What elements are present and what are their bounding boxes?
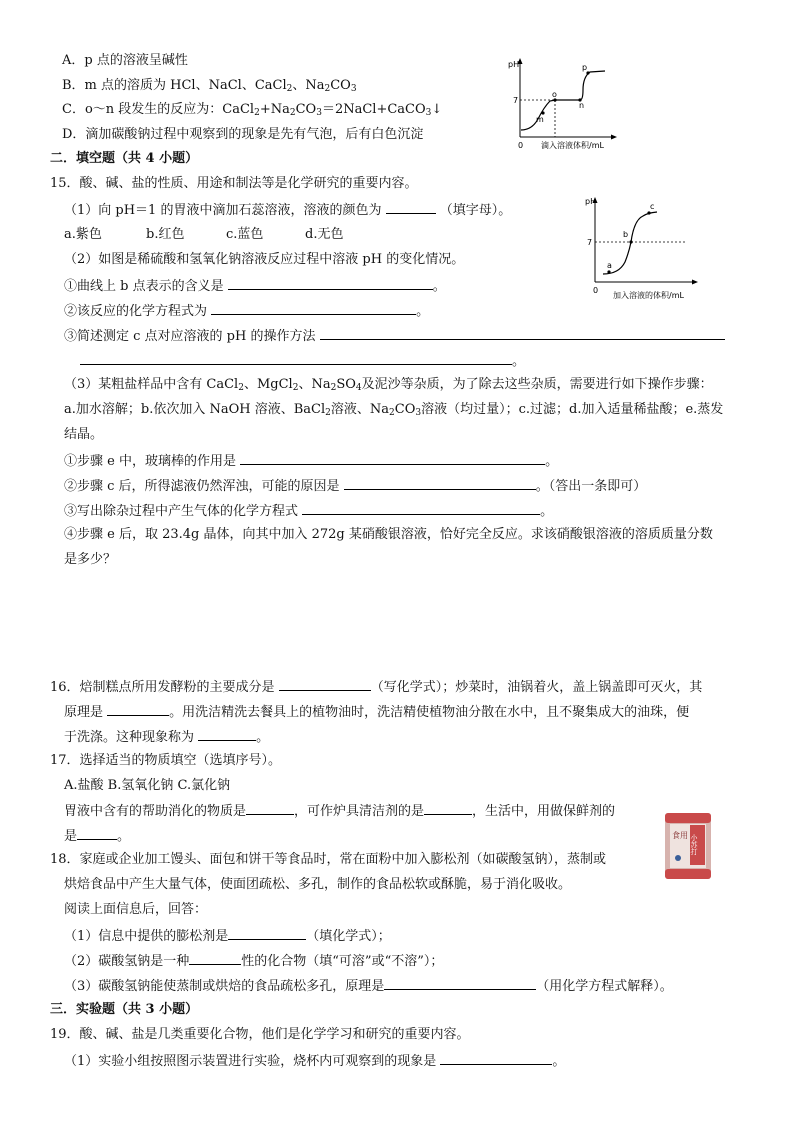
- q15-choice-b: b.红色: [146, 227, 185, 242]
- q15-stem: 15．酸、碱、盐的性质、用途和制法等是化学研究的重要内容。: [50, 176, 418, 191]
- q15-choice-d: d.无色: [305, 227, 344, 242]
- q18-q1: （1）信息中提供的膨松剂是 （填化学式）；: [64, 926, 391, 946]
- q18-q3: （3）碳酸氢钠能使蒸制或烘焙的食品疏松多孔，原理是 （用化学方程式解释）。: [64, 976, 673, 996]
- q14-option-b: B．m 点的溶质为 HCl、NaCl、CaCl$_2$、$Na_2CO_3$: [62, 78, 357, 94]
- q14-point-m: m: [536, 115, 544, 124]
- q16-line-2: 原理是 。用洗洁精洗去餐具上的植物油时，洗洁精使植物油分散在水中，且不聚集成大的油珠，便: [64, 702, 689, 722]
- q14-ph-graph: [500, 55, 620, 155]
- q14-point-p: p: [582, 63, 588, 72]
- q15-x-label: 加入溶液的体积/mL: [613, 291, 684, 300]
- q15-seven-label: 7: [587, 238, 593, 247]
- q14-x-label: 滴入溶液体积/mL: [541, 141, 604, 150]
- q15-part1: （1）向 pH＝1 的胃液中滴加石蕊溶液，溶液的颜色为 （填字母）。: [64, 200, 511, 220]
- q15-part3-steps-end: 结晶。: [64, 427, 104, 442]
- q15-part2-q3-line2: 。: [80, 351, 525, 371]
- q15-part2: （2）如图是稀硫酸和氢氧化钠溶液反应过程中溶液 pH 的变化情况。: [64, 252, 465, 267]
- q19-line-1: 19．酸、碱、盐是几类重要化合物，他们是化学学习和研究的重要内容。: [50, 1027, 470, 1042]
- q15-part3: （3）某粗盐样品中含有 CaCl$_2$、MgCl$_2$、$Na_2SO_4$及泥沙等杂质，为了除去这些杂质，需要进行如下操作步骤：: [64, 377, 713, 393]
- q15-step-2: ②步骤 c 后，所得滤液仍然浑浊，可能的原因是 。（答出一条即可）: [64, 476, 646, 496]
- q15-ph-graph: [583, 192, 703, 302]
- q14-y-label: pH: [508, 60, 520, 69]
- q15-part2-q3: ③简述测定 c 点对应溶液的 pH 的操作方法: [64, 326, 725, 346]
- q15-step-1: ①步骤 e 中，玻璃棒的作用是 。: [64, 451, 558, 471]
- q15-step-3: ③写出除杂过程中产生气体的化学方程式 。: [64, 501, 553, 521]
- q17-line-1: 17．选择适当的物质填空（选填序号）。: [50, 753, 282, 768]
- q14-point-o: o: [552, 90, 557, 99]
- section-2-title: 二．填空题（共 4 小题）: [50, 151, 199, 166]
- q18-line-2: 烘焙食品中产生大量气体，使面团疏松、多孔，制作的食品松软或酥脆，易于消化吸收。: [64, 877, 572, 892]
- q15-part3-steps: a.加水溶解；b.依次加入 NaOH 溶液、BaCl$_2$溶液、$Na_2CO_3$溶液（均过量）；c.过滤；d.加入适量稀盐酸；e.蒸发: [64, 402, 724, 418]
- q15-choice-a: a.紫色: [64, 227, 102, 242]
- q14-option-c: C．o～n 段发生的反应为：$CaCl_2+Na_2CO_3=2NaCl+CaCO_3↓$: [62, 102, 443, 118]
- q14-seven-label: 7: [513, 96, 519, 105]
- q15-point-b: b: [623, 230, 629, 239]
- q17-line-3: 胃液中含有的帮助消化的物质是 ，可作炉具清洁剂的是 ，生活中，用做保鲜剂的: [64, 801, 615, 821]
- q14-point-n: n: [579, 101, 585, 110]
- section-3-title: 三．实验题（共 3 小题）: [50, 1002, 199, 1017]
- q15-origin-label: 0: [593, 286, 599, 295]
- q18-q2: （2）碳酸氢钠是一种 性的化合物（填“可溶”或“不溶”）；: [64, 951, 443, 971]
- baking-soda-package-image: [664, 812, 712, 880]
- q15-y-label: pH: [585, 197, 597, 206]
- package-label-right: 小苏打: [690, 834, 698, 855]
- q15-point-a: a: [607, 261, 612, 270]
- q15-step-4-end: 是多少？: [64, 552, 117, 567]
- q15-part2-q2: ②该反应的化学方程式为 。: [64, 301, 429, 321]
- q15-step-4: ④步骤 e 后，取 23.4g 晶体，向其中加入 272g 某硝酸银溶液，恰好完全反应。求该硝酸银溶液的溶质质量分数: [64, 527, 713, 542]
- q18-line-3: 阅读上面信息后，回答：: [64, 902, 208, 917]
- q15-choice-c: c.蓝色: [226, 227, 264, 242]
- q18-line-1: 18．家庭或企业加工馒头、面包和饼干等食品时，常在面粉中加入膨松剂（如碳酸氢钠），蒸制或: [50, 852, 607, 867]
- q15-point-c: c: [650, 202, 655, 211]
- q17-options: A.盐酸 B.氢氧化钠 C.氯化钠: [64, 778, 231, 793]
- q16-line-1: 16．焙制糕点所用发酵粉的主要成分是 （写化学式）；炒菜时，油锅着火，盖上锅盖即可灭火，其: [50, 677, 702, 697]
- q17-line-4: 是 。: [64, 826, 130, 846]
- package-label-top: 食用: [672, 831, 688, 840]
- q16-line-3: 于洗涤。这种现象称为 。: [64, 727, 269, 747]
- q19-q1: （1）实验小组按照图示装置进行实验，烧杯内可观察到的现象是 。: [64, 1051, 565, 1071]
- q14-option-d: D．滴加碳酸钠过程中观察到的现象是先有气泡，后有白色沉淀: [62, 127, 424, 142]
- q14-option-a: A．p 点的溶液呈碱性: [62, 53, 188, 68]
- q15-part2-q1: ①曲线上 b 点表示的含义是 。: [64, 276, 446, 296]
- q14-origin-label: 0: [518, 141, 524, 150]
